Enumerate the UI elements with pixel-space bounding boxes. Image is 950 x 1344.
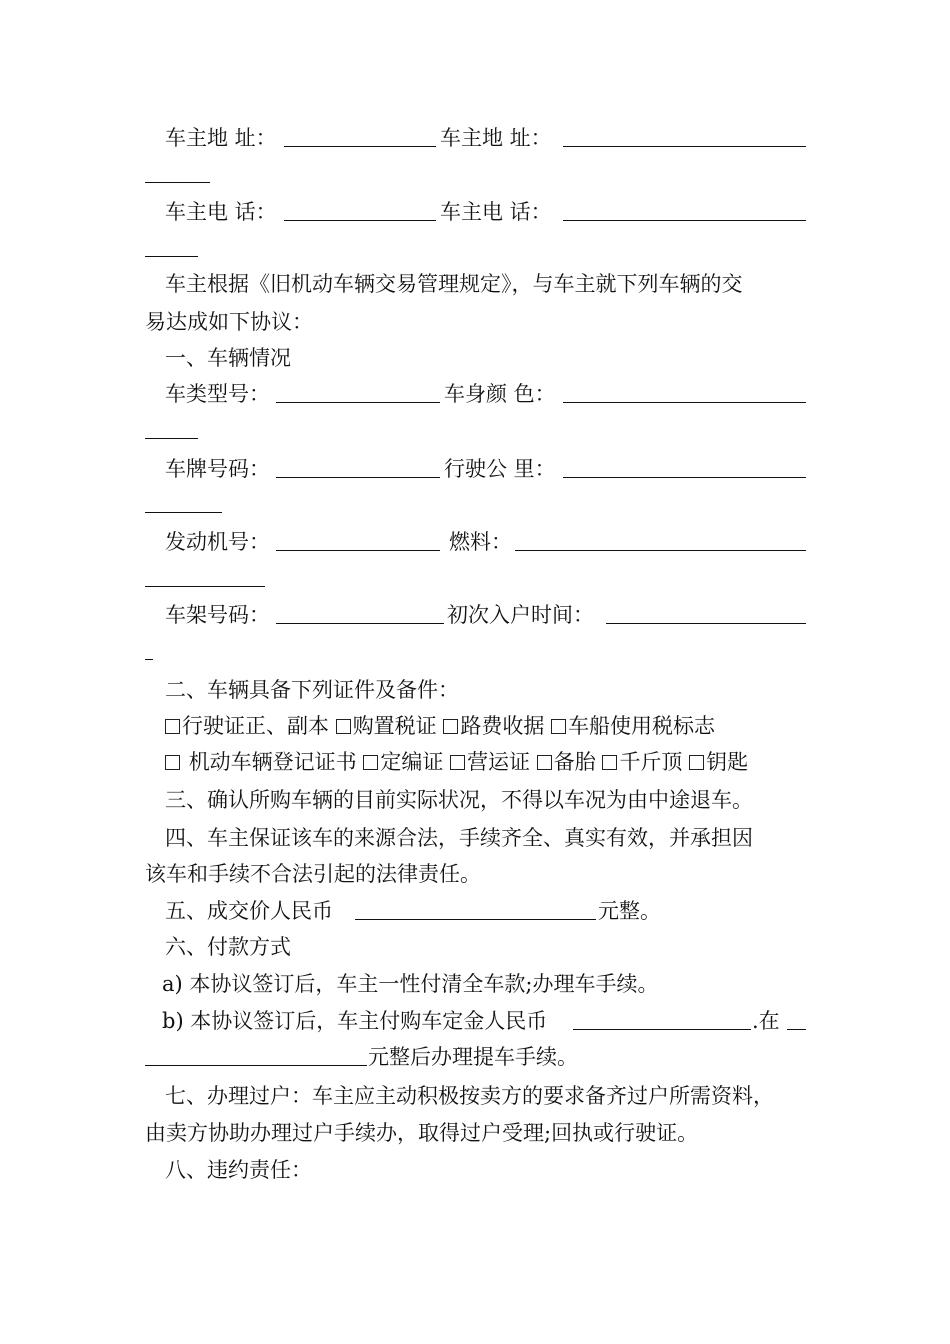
document-item[interactable]: 机动车辆登记证书 xyxy=(165,750,357,774)
section-6-heading: 六、付款方式 xyxy=(165,935,291,959)
checkbox[interactable] xyxy=(537,755,552,770)
checkbox[interactable] xyxy=(689,755,704,770)
section-3: 三、确认所购车辆的目前实际状况，不得以车况为由中途退车。 xyxy=(165,788,753,812)
vehicle-type-label: 车类型号： xyxy=(165,382,270,406)
owner-address-blank-a xyxy=(284,146,436,147)
intro-line-2: 易达成如下协议： xyxy=(145,310,313,334)
document-item[interactable]: 千斤顶 xyxy=(602,750,682,774)
first-registration-blank-cont xyxy=(145,659,153,660)
section-7-line-1: 七、办理过户：车主应主动积极按卖方的要求备齐过户所需资料， xyxy=(165,1084,774,1108)
frame-no-label: 车架号码： xyxy=(165,603,270,627)
owner-address-label-b: 车主地 址： xyxy=(440,126,552,150)
checkbox[interactable] xyxy=(165,755,180,770)
document-item[interactable]: 路费收据 xyxy=(443,714,544,738)
section-7-line-2: 由卖方协助办理过户手续办，取得过户受理;回执或行驶证。 xyxy=(145,1121,699,1145)
checkbox[interactable] xyxy=(450,755,465,770)
section-5-prefix: 五、成交价人民币 xyxy=(165,899,333,923)
checkbox[interactable] xyxy=(602,755,617,770)
document-item[interactable]: 备胎 xyxy=(537,750,596,774)
mileage-blank xyxy=(563,477,806,478)
section-1-heading: 一、车辆情况 xyxy=(165,346,291,370)
document-item[interactable]: 营运证 xyxy=(450,750,530,774)
deposit-blank xyxy=(573,1029,751,1030)
section-4-line-2: 该车和手续不合法引起的法律责任。 xyxy=(145,862,481,886)
payment-option-b-mid: .在 xyxy=(752,1009,780,1033)
section-8-heading: 八、违约责任： xyxy=(165,1158,312,1182)
vehicle-type-blank xyxy=(276,402,440,403)
balance-blank xyxy=(787,1029,806,1030)
checkbox[interactable] xyxy=(551,719,566,734)
section-2-heading: 二、车辆具备下列证件及备件： xyxy=(165,678,459,702)
first-registration-label: 初次入户时间： xyxy=(447,603,594,627)
documents-row-2 xyxy=(165,748,748,776)
owner-phone-label-a: 车主电 话： xyxy=(165,200,277,224)
fuel-blank xyxy=(515,550,806,551)
fuel-blank-cont xyxy=(145,586,265,587)
owner-address-label-a: 车主地 址： xyxy=(165,126,277,150)
body-color-label: 车身颜 色： xyxy=(444,382,556,406)
document-item[interactable]: 购置税证 xyxy=(336,714,437,738)
owner-address-blank-b xyxy=(563,146,806,147)
intro-line-1: 车主根据《旧机动车辆交易管理规定》，与车主就下列车辆的交 xyxy=(165,272,743,296)
document-item[interactable]: 钥匙 xyxy=(689,750,748,774)
section-5-suffix: 元整。 xyxy=(598,899,661,923)
plate-no-blank xyxy=(276,477,440,478)
owner-phone-label-b: 车主电 话： xyxy=(440,200,552,224)
section-4-line-1: 四、车主保证该车的来源合法，手续齐全、真实有效，并承担因 xyxy=(165,826,753,850)
body-color-blank-cont xyxy=(145,438,198,439)
payment-option-b-prefix: b) 本协议签订后，车主付购车定金人民币 xyxy=(162,1009,548,1033)
checkbox[interactable] xyxy=(443,719,458,734)
plate-no-label: 车牌号码： xyxy=(165,457,270,481)
document-item[interactable]: 行驶证正、副本 xyxy=(165,714,329,738)
owner-phone-blank-a xyxy=(284,220,436,221)
payment-option-a: a) 本协议签订后，车主一性付清全车款;办理车手续。 xyxy=(162,972,659,996)
frame-no-blank xyxy=(276,623,444,624)
owner-phone-blank-b xyxy=(563,220,806,221)
price-blank xyxy=(355,919,596,920)
mileage-label: 行驶公 里： xyxy=(444,457,556,481)
mileage-blank-cont xyxy=(145,512,222,513)
checkbox[interactable] xyxy=(363,755,378,770)
documents-row-1 xyxy=(165,712,715,740)
body-color-blank xyxy=(563,402,806,403)
document-item[interactable]: 定编证 xyxy=(363,750,443,774)
payment-option-b-suffix: 元整后办理提车手续。 xyxy=(368,1045,578,1069)
engine-no-blank xyxy=(276,550,440,551)
owner-address-blank-b-cont xyxy=(145,182,210,183)
document-item[interactable]: 车船使用税标志 xyxy=(551,714,715,738)
engine-no-label: 发动机号： xyxy=(165,530,270,554)
checkbox[interactable] xyxy=(336,719,351,734)
owner-phone-blank-b-cont xyxy=(145,256,198,257)
balance-blank-cont xyxy=(145,1065,367,1066)
first-registration-blank xyxy=(606,623,806,624)
checkbox[interactable] xyxy=(165,719,180,734)
fuel-label: 燃料： xyxy=(449,530,512,554)
